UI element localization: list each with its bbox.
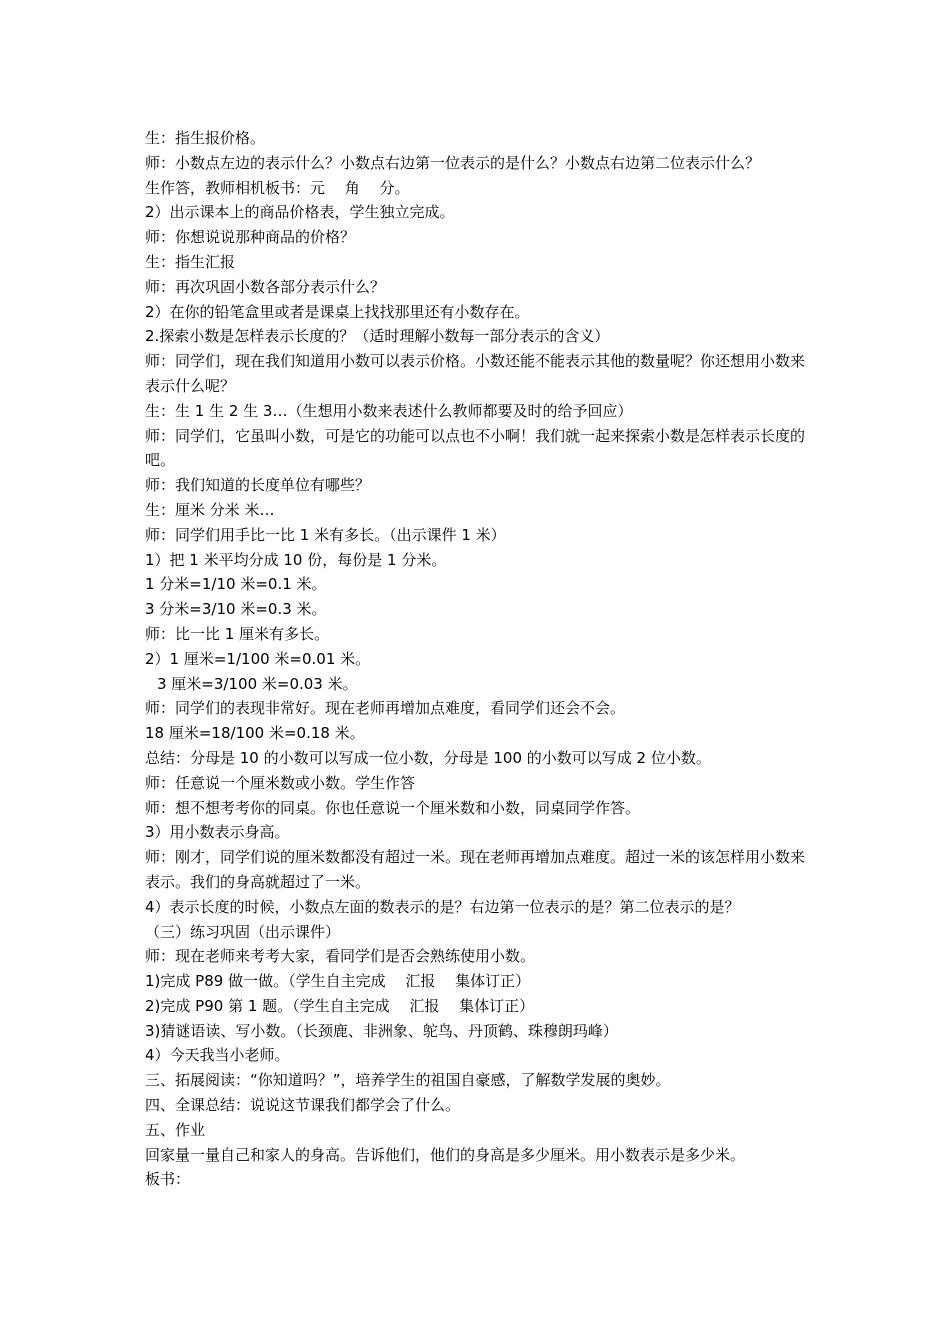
text-line: 2)完成 P90 第 1 题。（学生自主完成 汇报 集体订正） [145,996,535,1015]
section-heading: （三）练习巩固（出示课件） [145,922,341,941]
text-line: 板书： [145,1170,191,1189]
text-line: 师：我们知道的长度单位有哪些？ [145,476,371,495]
text-line: 生：生 1 生 2 生 3…（生想用小数来表述什么教师都要及时的给予回应） [145,401,633,420]
section-heading: 2.探索小数是怎样表示长度的？（适时理解小数每一部分表示的含义） [145,327,610,346]
text-line: 1 分米=1/10 米=0.1 米。 [145,575,327,594]
text-line: 总结：分母是 10 的小数可以写成一位小数，分母是 100 的小数可以写成 2 位小数。 [145,748,711,767]
text-line: 1)完成 P89 做一做。（学生自主完成 汇报 集体订正） [145,972,531,991]
text-line: 生作答，教师相机板书：元 角 分。 [145,178,410,197]
text-line: 1）把 1 米平均分成 10 份，每份是 1 分米。 [145,550,447,569]
text-line: 回家量一量自己和家人的身高。告诉他们，他们的身高是多少厘米。用小数表示是多少米。 [145,1145,746,1164]
text-line: 师：再次巩固小数各部分表示什么？ [145,277,386,296]
section-heading: 四、全课总结：说说这节课我们都学会了什么。 [145,1096,461,1115]
section-heading: 三、拓展阅读：“你知道吗？”，培养学生的祖国自豪感，了解数学发展的奥妙。 [145,1071,671,1090]
text-line: 2）出示课本上的商品价格表，学生独立完成。 [145,203,455,222]
text-line: 4）今天我当小老师。 [145,1046,290,1065]
text-line: 3 厘米=3/100 米=0.03 米。 [157,674,358,693]
text-line: 师：想不想考考你的同桌。你也任意说一个厘米数和小数，同桌同学作答。 [145,798,641,817]
text-line: 2）1 厘米=1/100 米=0.01 米。 [145,649,371,668]
text-line: 3)猜谜语读、写小数。（长颈鹿、非洲象、鸵鸟、丹顶鹤、珠穆朗玛峰） [145,1021,618,1040]
text-line: 生：指生报价格。 [145,129,266,147]
section-heading: 五、作业 [145,1120,206,1139]
text-line: 生：指生汇报 [145,252,236,271]
text-line: 师：比一比 1 厘米有多长。 [145,624,330,643]
text-line: 师：刚才，同学们说的厘米数都没有超过一米。现在老师再增加点难度。超过一米的该怎样用小数来表示。我们的身高就超过了一米。 [145,848,806,891]
text-line: 师：小数点左边的表示什么？小数点右边第一位表示的是什么？小数点右边第二位表示什么？ [145,153,761,172]
text-line: 18 厘米=18/100 米=0.18 米。 [145,724,365,743]
text-line: 师：任意说一个厘米数或小数。学生作答 [145,773,416,792]
text-line: 4）表示长度的时候，小数点左面的数表示的是？右边第一位表示的是？第二位表示的是？ [145,897,740,916]
text-line: 3）用小数表示身高。 [145,823,290,842]
text-line: 师：你想说说那种商品的价格？ [145,228,356,247]
text-line: 生：厘米 分米 米… [145,500,275,519]
text-line: 师：同学们，现在我们知道用小数可以表示价格。小数还能不能表示其他的数量呢？你还想用小数来表示什么呢？ [145,352,806,395]
text-line: 3 分米=3/10 米=0.3 米。 [145,600,327,619]
text-line: 师：同学们的表现非常好。现在老师再增加点难度，看同学们还会不会。 [145,699,626,718]
text-line: 2）在你的铅笔盒里或者是课桌上找找那里还有小数存在。 [145,302,530,321]
text-line: 师：同学们，它虽叫小数，可是它的功能可以点也不小啊！我们就一起来探索小数是怎样表示长度的吧。 [145,426,806,470]
text-line: 师：现在老师来考考大家，看同学们是否会熟练使用小数。 [145,947,536,966]
text-line: 师：同学们用手比一比 1 米有多长。（出示课件 1 米） [145,525,506,544]
